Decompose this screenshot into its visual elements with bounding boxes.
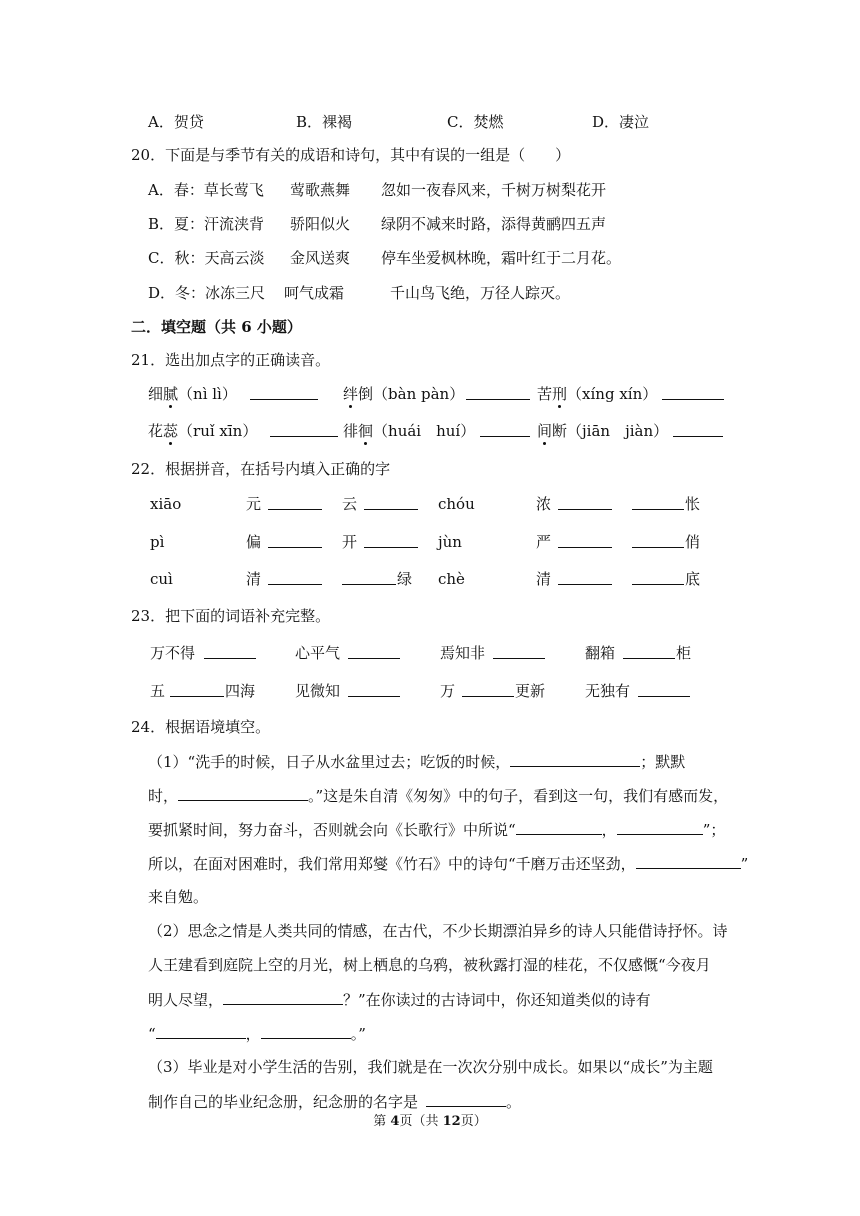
- q24-blank[interactable]: [516, 819, 602, 835]
- q24-blank[interactable]: [178, 785, 308, 801]
- q24-p2-line3: 明人尽望， ？”在你读过的古诗词中，你还知道类似的诗有: [148, 991, 651, 1009]
- q21-blank[interactable]: [662, 384, 724, 400]
- q20-option-c-idiom: 金风送爽: [290, 249, 351, 267]
- q24-p2-line2: 人王建看到庭院上空的月光，树上栖息的乌鸦，被秋露打湿的桂花，不仅感慨“今夜月: [148, 956, 711, 974]
- q24-blank[interactable]: [261, 1023, 351, 1039]
- q22-blank[interactable]: [268, 494, 322, 510]
- q23-blank[interactable]: [348, 643, 400, 659]
- q22-char: 底: [685, 570, 701, 588]
- q24-p1-line1: （1）“洗手的时候，日子从水盆里过去；吃饭的时候， ；默默: [148, 753, 686, 771]
- page-footer: 第 4页（共 12页）: [373, 1114, 487, 1129]
- q21-item: 间断（jiān jiàn）: [537, 422, 669, 440]
- q21-item: 花蕊（ruǐ xīn）: [148, 422, 258, 440]
- q22-blank[interactable]: [632, 569, 684, 585]
- q21-blank[interactable]: [270, 421, 338, 437]
- q22-blank[interactable]: [364, 532, 418, 548]
- q21-item: 绊倒（bàn pàn）: [343, 385, 465, 403]
- q22-char: 绿: [397, 570, 413, 588]
- q22-blank[interactable]: [268, 532, 322, 548]
- q24-p1-line3: 要抓紧时间，努力奋斗，否则就会向《长歌行》中所说“ ， ”；: [148, 821, 726, 839]
- q20-stem: 20．下面是与季节有关的成语和诗句，其中有误的一组是（ ）: [131, 146, 571, 164]
- q22-pinyin: jùn: [438, 533, 462, 551]
- q20-option-d-label: D．冬：冰冻三尺: [148, 284, 266, 302]
- q23-word: 更新: [515, 682, 546, 700]
- q22-char: 偏: [246, 533, 262, 551]
- q20-option-b-label: B．夏：汗流浃背: [148, 215, 265, 233]
- q22-char: 怅: [685, 495, 701, 513]
- q24-p3-line2: 制作自己的毕业纪念册，纪念册的名字是 。: [148, 1093, 522, 1111]
- q23-blank[interactable]: [170, 681, 224, 697]
- section-heading: 二．填空题（共 6 小题）: [131, 318, 302, 336]
- q19-option-a: A．贺贷: [148, 113, 204, 131]
- q23-blank[interactable]: [623, 643, 675, 659]
- q23-blank[interactable]: [493, 643, 545, 659]
- q23-word: 翻箱: [585, 644, 616, 662]
- q20-option-d-poem: 千山鸟飞绝，万径人踪灭。: [390, 284, 571, 302]
- q23-word: 五: [150, 682, 166, 700]
- q22-char: 清: [536, 570, 552, 588]
- q24-blank[interactable]: [223, 989, 343, 1005]
- q23-word: 柜: [676, 644, 692, 662]
- q24-p3-line1: （3）毕业是对小学生活的告别，我们就是在一次次分别中成长。如果以“成长”为主题: [148, 1058, 713, 1076]
- q24-p1-line4: 所以，在面对困难时，我们常用郑燮《竹石》中的诗句“千磨万击还坚劲， ”: [148, 855, 749, 873]
- q23-stem: 23．把下面的词语补充完整。: [131, 607, 331, 625]
- q22-blank[interactable]: [342, 569, 396, 585]
- q24-p1-line5: 来自勉。: [148, 888, 209, 906]
- q24-blank[interactable]: [636, 853, 741, 869]
- q22-char: 浓: [536, 495, 552, 513]
- q20-option-a-idiom: 莺歌燕舞: [290, 181, 351, 199]
- q24-p2-line4: “ ， 。”: [148, 1025, 366, 1043]
- q22-pinyin: pì: [150, 533, 165, 551]
- q20-option-a-poem: 忽如一夜春风来，千树万树梨花开: [381, 181, 607, 199]
- q19-option-d: D．凄泣: [592, 113, 650, 131]
- q24-p2-line1: （2）思念之情是人类共同的情感，在古代，不少长期漂泊异乡的诗人只能借诗抒怀。诗: [148, 922, 728, 940]
- q22-char: 开: [342, 533, 358, 551]
- q20-option-b-poem: 绿阴不减来时路，添得黄鹂四五声: [381, 215, 607, 233]
- q22-blank[interactable]: [268, 569, 322, 585]
- q24-blank[interactable]: [156, 1023, 246, 1039]
- q20-option-b-idiom: 骄阳似火: [290, 215, 351, 233]
- q21-blank[interactable]: [480, 421, 530, 437]
- q21-blank[interactable]: [250, 384, 318, 400]
- q23-word: 见微知: [295, 682, 341, 700]
- q24-stem: 24．根据语境填空。: [131, 718, 271, 736]
- q24-blank[interactable]: [426, 1091, 506, 1107]
- q22-stem: 22．根据拼音，在括号内填入正确的字: [131, 460, 391, 478]
- q23-word: 万: [440, 682, 456, 700]
- q22-pinyin: xiāo: [150, 495, 182, 513]
- q24-blank[interactable]: [617, 819, 703, 835]
- q21-item: 徘徊（huái huí）: [343, 422, 476, 440]
- q22-pinyin: chóu: [438, 495, 475, 513]
- q22-blank[interactable]: [632, 532, 684, 548]
- q22-blank[interactable]: [364, 494, 418, 510]
- q19-option-b: B．裸褐: [296, 113, 353, 131]
- q24-blank[interactable]: [510, 751, 640, 767]
- q23-word: 焉知非: [440, 644, 486, 662]
- q20-option-c-label: C．秋：天高云淡: [148, 249, 265, 267]
- q22-blank[interactable]: [632, 494, 684, 510]
- page-number: 4: [390, 1114, 400, 1129]
- q22-char: 清: [246, 570, 262, 588]
- q23-blank[interactable]: [638, 681, 690, 697]
- q20-option-c-poem: 停车坐爱枫林晚，霜叶红于二月花。: [381, 249, 622, 267]
- q23-word: 心平气: [295, 644, 341, 662]
- q20-option-a-label: A．春：草长莺飞: [148, 181, 264, 199]
- q21-blank[interactable]: [673, 421, 723, 437]
- q22-pinyin: chè: [438, 570, 465, 588]
- q22-blank[interactable]: [558, 569, 612, 585]
- q24-p1-line2: 时， 。”这是朱自清《匆匆》中的句子，看到这一句，我们有感而发，: [148, 787, 729, 805]
- q21-blank[interactable]: [466, 384, 530, 400]
- q22-char: 俏: [685, 533, 701, 551]
- q22-char: 云: [342, 495, 358, 513]
- q23-blank[interactable]: [462, 681, 514, 697]
- q22-char: 元: [246, 495, 262, 513]
- q23-blank[interactable]: [348, 681, 400, 697]
- q23-blank[interactable]: [204, 643, 256, 659]
- q22-blank[interactable]: [558, 494, 612, 510]
- q23-word: 无独有: [585, 682, 631, 700]
- q23-word: 万不得: [150, 644, 196, 662]
- total-pages: 12: [442, 1114, 461, 1129]
- q21-stem: 21．选出加点字的正确读音。: [131, 351, 331, 369]
- q23-word: 四海: [225, 682, 256, 700]
- q20-option-d-idiom: 呵气成霜: [284, 284, 345, 302]
- q22-pinyin: cuì: [150, 570, 173, 588]
- q19-option-c: C．焚燃: [447, 113, 504, 131]
- q22-char: 严: [536, 533, 552, 551]
- q22-blank[interactable]: [558, 532, 612, 548]
- q21-item: 细腻（nì lì）: [148, 385, 237, 403]
- q21-item: 苦刑（xíng xín）: [537, 385, 658, 403]
